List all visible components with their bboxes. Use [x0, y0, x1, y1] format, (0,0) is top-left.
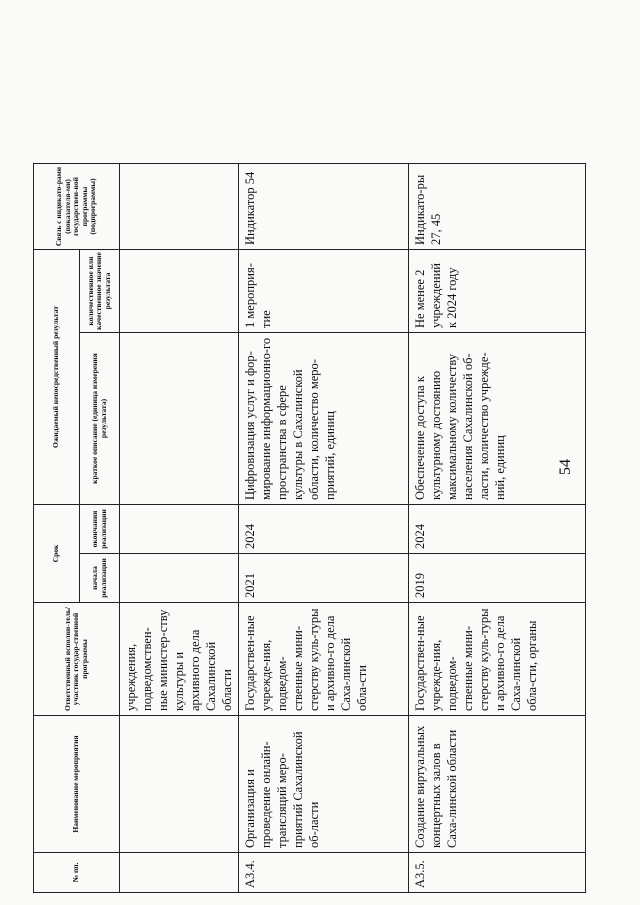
cell-no	[120, 853, 239, 893]
cell-start	[120, 554, 239, 603]
header-period: Срок	[34, 505, 80, 603]
cell-link: Индикатор 54	[239, 164, 409, 250]
cell-start: 2021	[239, 554, 409, 603]
cell-result-value	[120, 250, 239, 333]
header-result: Ожидаемый непосредственный результат	[34, 250, 80, 505]
cell-responsible: Государствен-ные учрежде-ния, подведом-ственные мини-стерству куль-туры и архивно-го дела Саха-линской обла-сти	[239, 603, 409, 716]
cell-link: Индикато-ры 27, 45	[409, 164, 586, 250]
measures-table	[33, 163, 586, 893]
cell-name	[120, 716, 239, 853]
table-row	[409, 164, 586, 893]
header-result-desc: краткое описание (единица измерения результата)	[80, 333, 120, 505]
cell-result-desc: Обеспечение доступа к культурному достоянию максимальному количеству населения Сахалинской об-ласти, количество учрежде-ний, единиц	[409, 333, 586, 505]
header-responsible: Ответственный исполни-тель/участник государ-ственной программы	[34, 603, 120, 716]
header-link: Связь с индикато-рами (показателя-ми) государствен-ной программы (подпрограммы)	[34, 164, 120, 250]
cell-result-value: Не менее 2 учреждений к 2024 году	[409, 250, 586, 333]
header-row	[34, 164, 80, 893]
header-no: № пп.	[34, 853, 120, 893]
page-number: 54	[557, 459, 574, 475]
cell-no: А3.4.	[239, 853, 409, 893]
header-result-value: количественное или качественное значение результата	[80, 250, 120, 333]
table-row	[239, 164, 409, 893]
header-name: Наименование мероприятия	[34, 716, 120, 853]
cell-end: 2024	[409, 505, 586, 554]
cell-responsible: Государствен-ные учрежде-ния, подведом-ственные мини-стерству куль-туры и архивно-го дела Саха-линской обла-сти, органы	[409, 603, 586, 716]
cell-name: Организация и проведение онлайн-трансляций меро-приятий Сахалинской об-ласти	[239, 716, 409, 853]
cell-name: Создание виртуальных концертных залов в Саха-линской области	[409, 716, 586, 853]
cell-start: 2019	[409, 554, 586, 603]
cell-end	[120, 505, 239, 554]
cell-result-value: 1 мероприя-тие	[239, 250, 409, 333]
header-start: начала реализации	[80, 554, 120, 603]
table-row	[120, 164, 239, 893]
cell-link	[120, 164, 239, 250]
cell-no: А3.5.	[409, 853, 586, 893]
cell-result-desc: Цифровизация услуг и фор-мирование информационно-го пространства в сфере культуры в Сахалинской области, количество меро-приятий, единиц	[239, 333, 409, 505]
cell-end: 2024	[239, 505, 409, 554]
cell-responsible: учреждения, подведомствен-ные министер-ству культуры и архивного дела Сахалинской области	[120, 603, 239, 716]
header-end: окончания реализации	[80, 505, 120, 554]
cell-result-desc	[120, 333, 239, 505]
